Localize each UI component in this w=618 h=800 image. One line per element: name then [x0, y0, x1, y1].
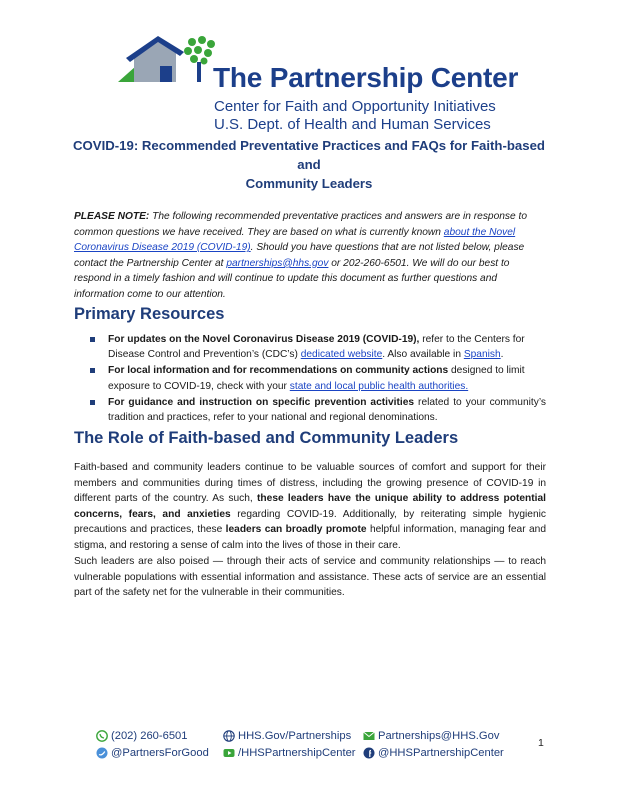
contact-footer	[96, 730, 516, 770]
note-text-2: . Should you have questions that are not listed below, please contact the Partnership Center at	[74, 242, 525, 269]
para-text: Faith-based and community leaders continue to be valuable sources of comfort and support for their members and communities during times of distress, including the growing presence of COVID-19 in different parts of the country. As such,	[74, 462, 546, 505]
footer-web	[223, 730, 351, 742]
footer-phone	[96, 730, 188, 742]
covid-info-link[interactable]: about the Novel Coronavirus Disease 2019 (COVID-19)	[74, 226, 516, 254]
footer-email-text[interactable]: Partnerships@HHS.Gov	[378, 730, 500, 742]
para-text: helpful information, managing fear and stigma, and restoring a sense of calm into the lives of those in their care.	[74, 524, 546, 551]
document-title	[70, 136, 548, 193]
bullet-text: refer to the Centers for Disease Control and Prevention’s (CDC’s)	[108, 334, 525, 361]
para-bold-text: leaders can broadly promote	[225, 524, 367, 536]
footer-email	[363, 730, 499, 742]
footer-phone-text[interactable]: (202) 260-6501	[111, 730, 188, 742]
cdc-dedicated-website-link[interactable]: dedicated website	[300, 349, 383, 361]
bullet-text: related to your community’s tradition and practices, refer to your national and regional denominations.	[108, 396, 546, 424]
role-paragraph-1	[74, 460, 546, 554]
para-bold-text: these leaders have the unique ability to address potential concerns, fears, and anxieties	[74, 493, 546, 520]
facebook-icon	[363, 747, 375, 759]
org-subtitle-2: U.S. Dept. of Health and Human Services	[214, 116, 491, 133]
page-number: 1	[538, 737, 544, 749]
spanish-link[interactable]: Spanish	[463, 349, 501, 361]
bullet-text: .	[500, 349, 504, 361]
bullet-square-icon	[90, 337, 95, 342]
note-text-1: The following recommended preventative practices and answers are in response to common questions we have received. They are based on what is currently known	[74, 211, 528, 238]
footer-youtube-text[interactable]: /HHSPartnershipCenter	[238, 747, 356, 759]
primary-resources-list	[90, 332, 546, 426]
footer-web-text[interactable]: HHS.Gov/Partnerships	[238, 730, 352, 742]
bullet-bold-text: For local information and for recommendations on community actions	[108, 365, 449, 377]
footer-youtube	[223, 747, 356, 759]
primary-resources-heading: Primary Resources	[74, 305, 225, 323]
list-item	[90, 363, 546, 393]
globe-icon	[223, 730, 235, 742]
youtube-icon	[223, 747, 235, 759]
org-name: The Partnership Center	[213, 62, 519, 93]
para-text: regarding COVID-19. Additionally, by reiterating simple hygienic precautions and practices, these	[74, 508, 546, 536]
role-paragraph-2: Such leaders are also poised — through their acts of service and community relationships — to reach vulnerable populations with essential information and assistance. These acts of service are an essential part of the safety net for the vulnerable in their communities.	[74, 556, 546, 599]
document-title-line-1: COVID-19: Recommended Preventative Practices and FAQs for Faith-based and	[73, 138, 545, 172]
public-health-authorities-link[interactable]: state and local public health authorities.	[289, 380, 469, 392]
partnerships-email-link[interactable]: partnerships@hhs.gov	[226, 257, 329, 269]
bullet-square-icon	[90, 368, 95, 373]
role-heading: The Role of Faith-based and Community Leaders	[74, 429, 459, 447]
please-note-paragraph	[74, 209, 546, 303]
whatsapp-icon	[96, 730, 108, 742]
document-title-line-2: Community Leaders	[245, 176, 373, 191]
footer-facebook	[363, 747, 504, 759]
bullet-text: . Also available in	[382, 349, 464, 361]
bullet-bold-text: For updates on the Novel Coronavirus Disease 2019 (COVID-19),	[108, 334, 420, 345]
footer-twitter	[96, 747, 209, 759]
note-label: PLEASE NOTE:	[74, 211, 150, 222]
list-item	[90, 395, 546, 425]
bullet-square-icon	[90, 400, 95, 405]
footer-facebook-text[interactable]: @HHSPartnershipCenter	[378, 747, 504, 759]
twitter-icon	[96, 747, 108, 759]
footer-twitter-text[interactable]: @PartnersForGood	[111, 747, 209, 759]
list-item	[90, 332, 546, 362]
logo-house-tree-icon	[118, 32, 218, 84]
email-icon	[363, 730, 375, 742]
note-text-3: or 202-260-6501. We will do our best to respond in a timely fashion and will continue to update this document as further questions and information come to our attention.	[74, 257, 510, 300]
bullet-text: designed to limit exposure to COVID-19, check with your	[108, 365, 525, 392]
partnership-center-logo	[118, 32, 519, 133]
bullet-bold-text: For guidance and instruction on specific prevention activities	[108, 396, 415, 408]
org-subtitle-1: Center for Faith and Opportunity Initiatives	[214, 98, 496, 115]
